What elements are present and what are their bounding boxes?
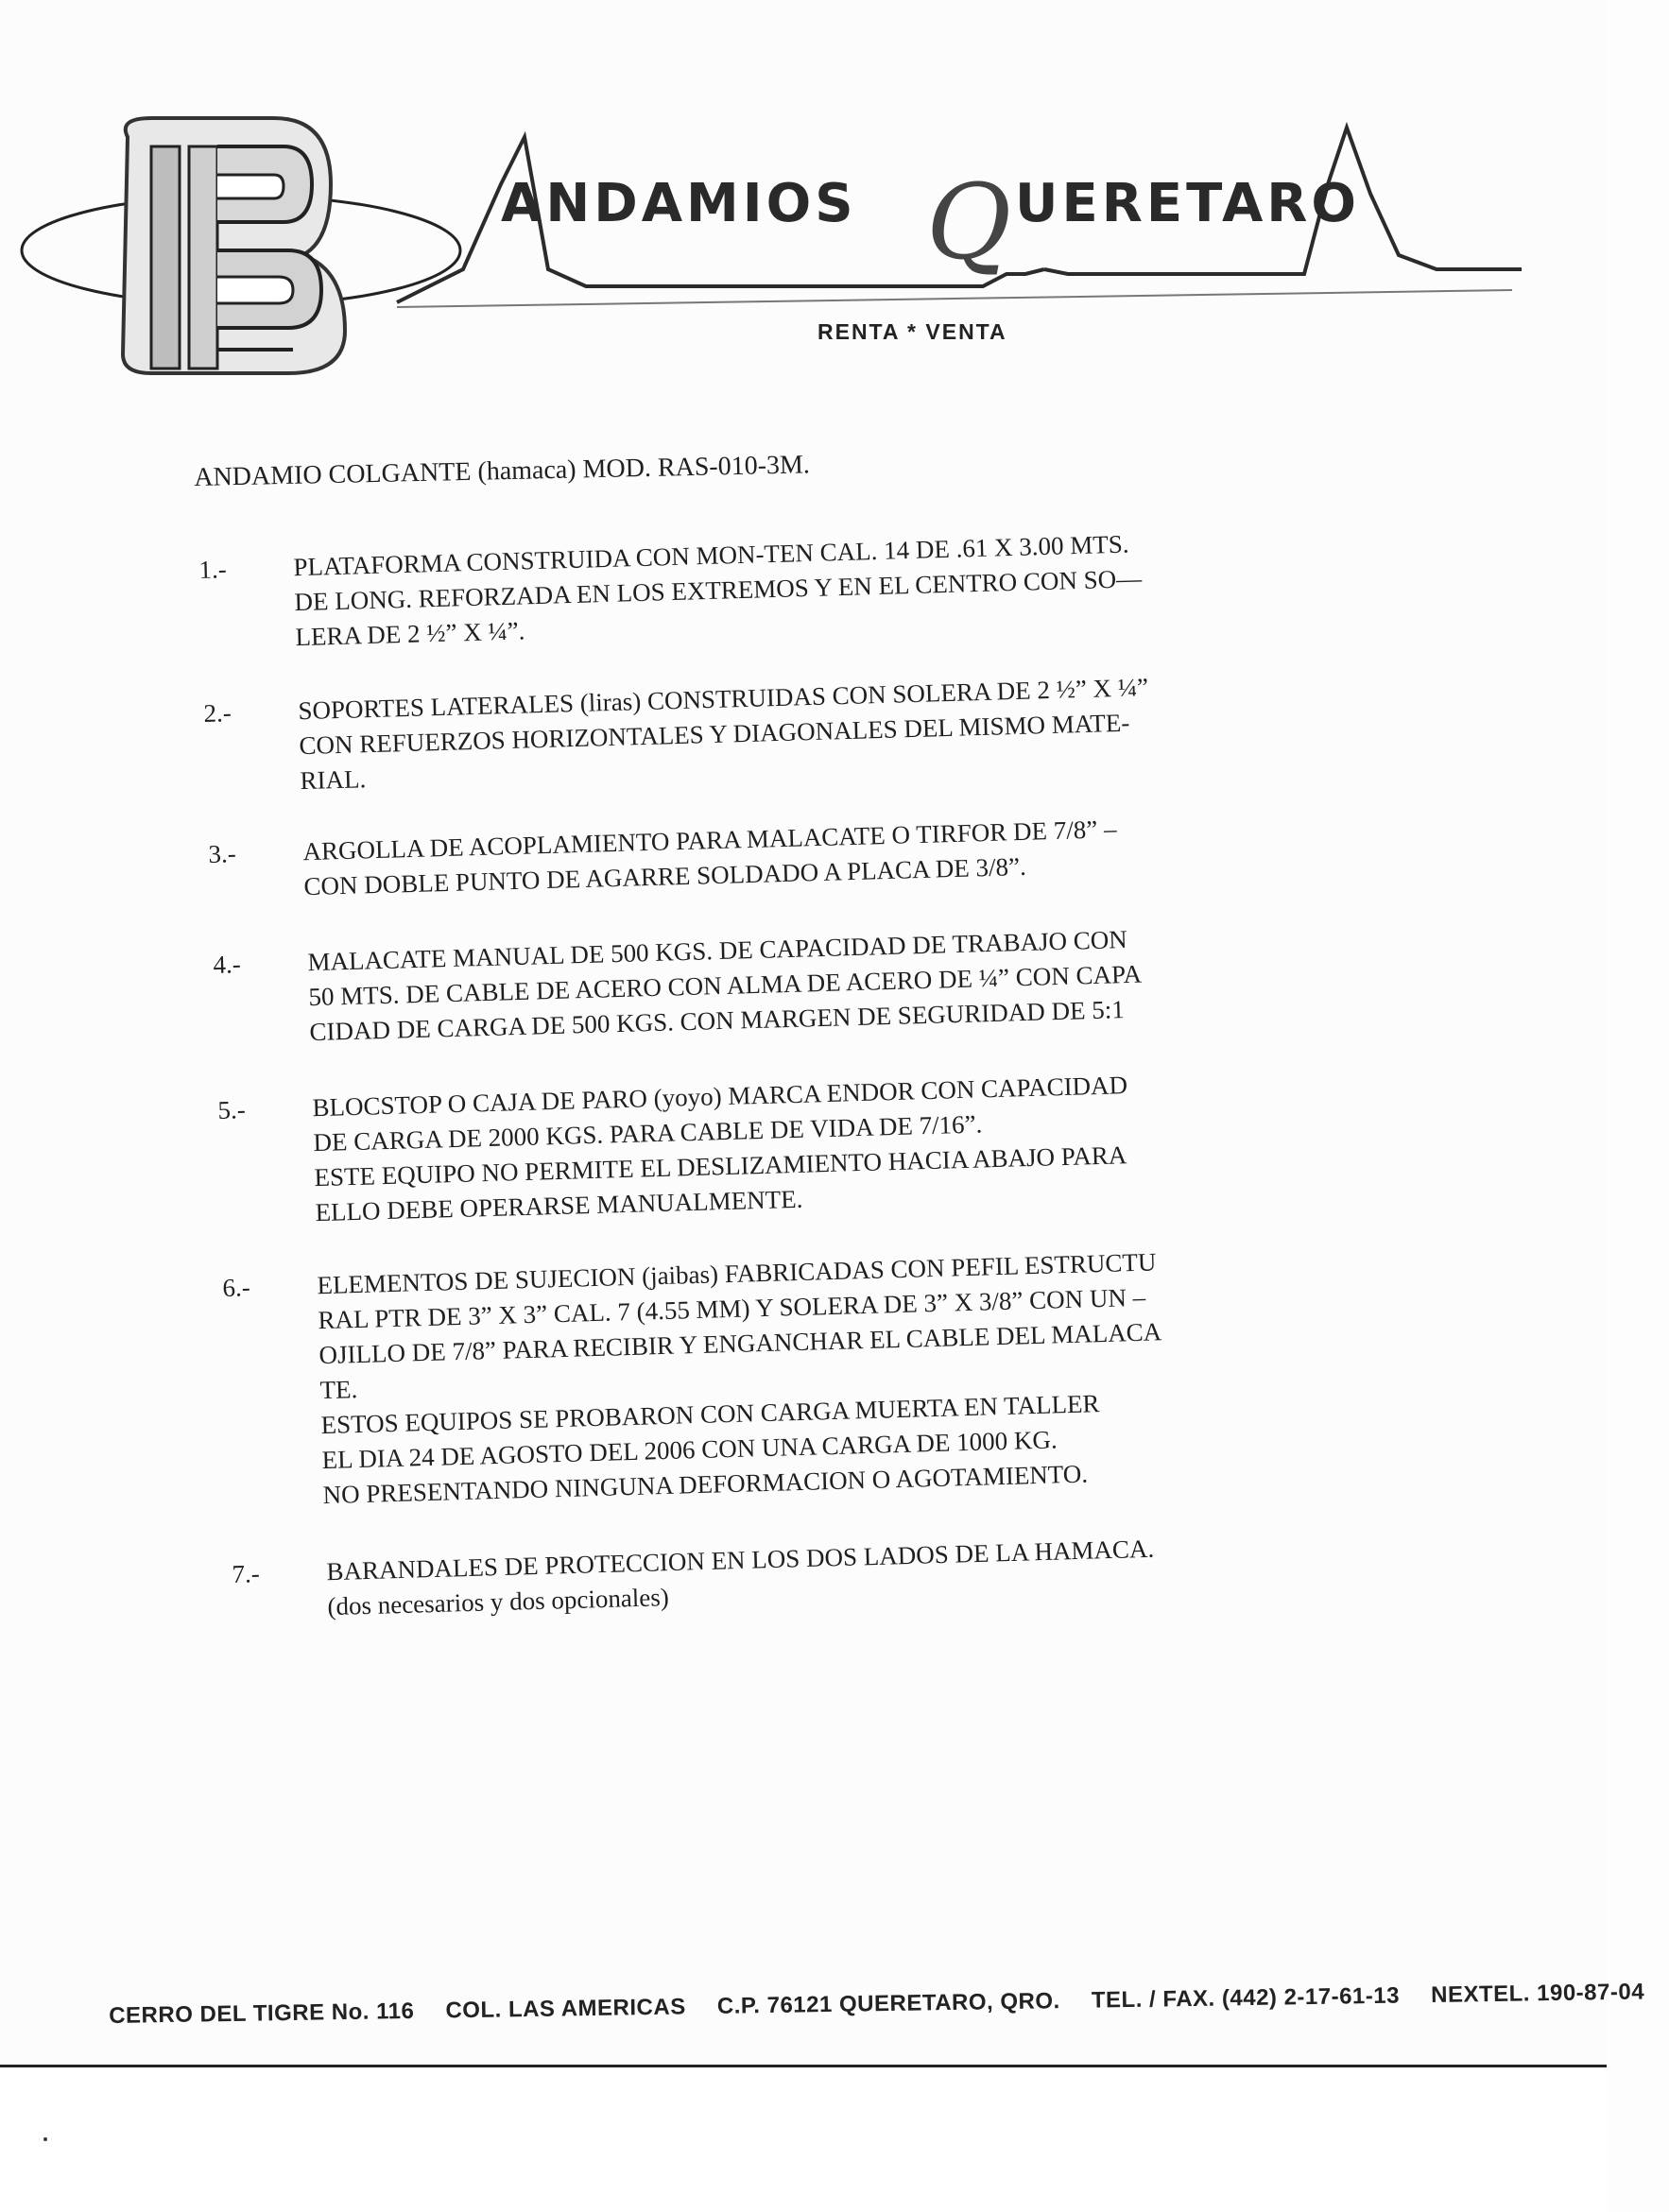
scanner-bed-area: [0, 2065, 1607, 2212]
footer-city: C.P. 76121 QUERETARO, QRO.: [716, 1988, 1060, 2019]
tagline: RENTA * VENTA: [817, 319, 1007, 344]
item-number: 5.-: [217, 1095, 247, 1124]
item-text: MALACATE MANUAL DE 500 KGS. DE CAPACIDAD DE TRABAJO CON 50 MTS. DE CABLE DE ACERO CON ALMA DE ACERO DE ¼” CON CAPA CIDAD DE CARGA DE 500 KGS. CON MARGEN DE SEGURIDAD DE 5:1: [307, 924, 1143, 1047]
item-text: ELEMENTOS DE SUJECION (jaibas) FABRICADAS CON PEFIL ESTRUCTU RAL PTR DE 3” X 3” CAL. 7 (4.55 MM) Y SOLERA DE 3” X 3/8” CON UN – OJILLO DE 7/8” PARA RECIBIR Y ENGANCHAR EL CABLE DEL MALACA TE. ESTOS EQUIPOS SE PROBARON CON CARGA MUERTA EN TALLER EL DIA 24 DE AGOSTO DEL 2006 CON UNA CARGA DE 1000 KG. NO PRESENTANDO NINGUNA DEFORMACION O AGOTAMIENTO.: [317, 1247, 1162, 1510]
item-number: 3.-: [208, 839, 237, 868]
item-text: BARANDALES DE PROTECCION EN LOS DOS LADOS DE LA HAMACA. (dos necesarios y dos opcionales): [326, 1534, 1155, 1621]
item-number: 6.-: [222, 1273, 251, 1302]
item-text: PLATAFORMA CONSTRUIDA CON MON-TEN CAL. 14 DE .61 X 3.00 MTS. DE LONG. REFORZADA EN LOS EXTREMOS Y EN EL CENTRO CON SO— LERA DE 2 ½” X ¼”.: [293, 529, 1143, 652]
item-number: 2.-: [203, 698, 232, 728]
item-text: ARGOLLA DE ACOPLAMIENTO PARA MALACATE O TIRFOR DE 7/8” – CON DOBLE PUNTO DE AGARRE SOLDADO A PLACA DE 3/8”.: [302, 814, 1117, 901]
brand-name-part-1: ANDAMIOS: [501, 173, 857, 234]
footer-colonia: COL. LAS AMERICAS: [445, 1994, 686, 2024]
footer-nextel: NEXTEL. 190-87-04: [1430, 1979, 1645, 2009]
scaffold-pb-monogram-logo-icon: [19, 80, 1531, 392]
letterhead: [19, 80, 1531, 392]
item-number: 4.-: [213, 950, 242, 979]
scan-speck: [43, 2137, 47, 2141]
footer-address: CERRO DEL TIGRE No. 116: [109, 1998, 415, 2029]
item-text: BLOCSTOP O CAJA DE PARO (yoyo) MARCA ENDOR CON CAPACIDAD DE CARGA DE 2000 KGS. PARA CABLE DE VIDA DE 7/16”. ESTE EQUIPO NO PERMITE EL DESLIZAMIENTO HACIA ABAJO PARA ELLO DEBE OPERARSE MANUALMENTE.: [312, 1071, 1128, 1227]
document-title: ANDAMIO COLGANTE (hamaca) MOD. RAS-010-3M.: [194, 450, 811, 492]
brand-name-part-2: UERETARO: [1015, 173, 1361, 234]
brand-q-letter: Q: [926, 162, 1016, 283]
item-number: 1.-: [198, 555, 228, 584]
item-text: SOPORTES LATERALES (liras) CONSTRUIDAS CON SOLERA DE 2 ½” X ¼” CON REFUERZOS HORIZONTALES Y DIAGONALES DEL MISMO MATE- RIAL.: [298, 673, 1149, 796]
item-number: 7.-: [232, 1559, 261, 1588]
footer-phone: TEL. / FAX. (442) 2-17-61-13: [1091, 1982, 1401, 2014]
footer-contact: [109, 1979, 1645, 2030]
